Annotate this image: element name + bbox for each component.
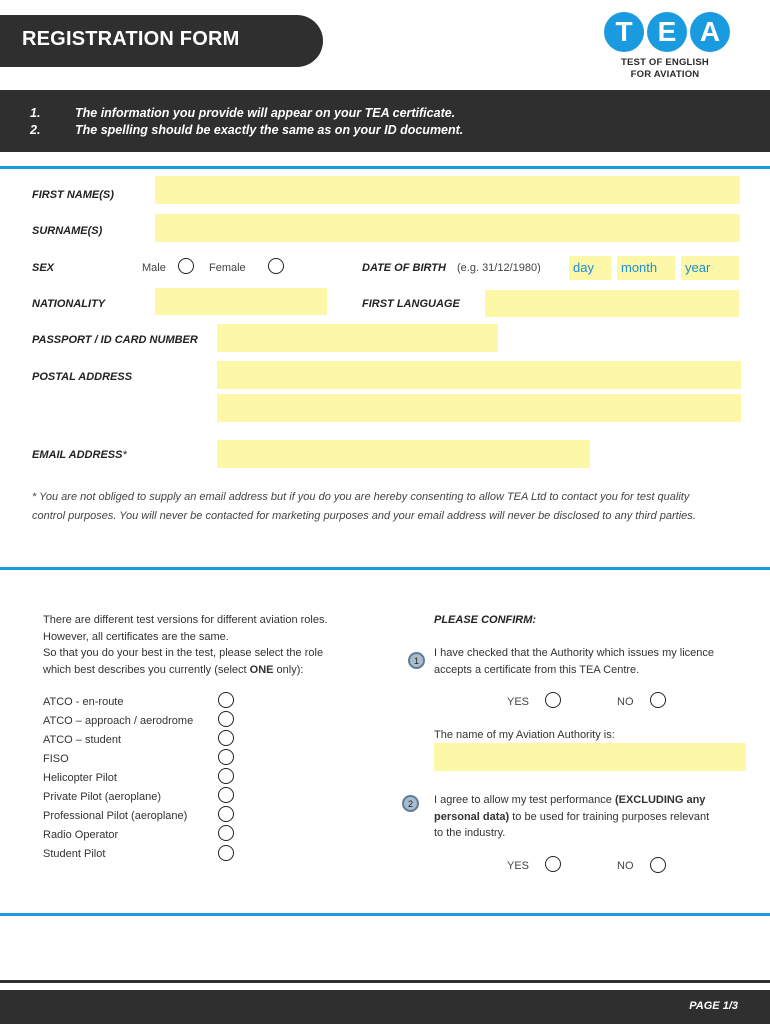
logo-letter-e: E — [647, 12, 687, 52]
role-radio-atco-en-route[interactable] — [218, 692, 234, 708]
role-label-student-pilot: Student Pilot — [43, 848, 106, 860]
footer-bar — [0, 990, 770, 1024]
role-radio-radio-operator[interactable] — [218, 825, 234, 841]
surname-label: SURNAME(S) — [32, 225, 103, 237]
nationality-field[interactable] — [155, 288, 327, 315]
footer-rule — [0, 980, 770, 983]
logo-letter-a: A — [690, 12, 730, 52]
roles-intro-line-4 — [43, 662, 383, 679]
role-radio-student-pilot[interactable] — [218, 845, 234, 861]
please-confirm-title: PLEASE CONFIRM: — [434, 614, 537, 626]
postal-address-label: POSTAL ADDRESS — [32, 371, 133, 383]
confirm-2-text — [434, 792, 754, 842]
roles-intro-line-2: However, all certificates are the same. — [43, 630, 229, 643]
confirm-2-line-1 — [434, 792, 754, 809]
role-label-professional-pilot: Professional Pilot (aeroplane) — [43, 810, 188, 822]
roles-intro-line-4c: only): — [273, 663, 304, 676]
info-num-2: 2. — [30, 123, 41, 137]
divider-middle — [0, 567, 770, 570]
confirm-1-no-radio[interactable] — [650, 692, 666, 708]
role-label-atco-approach: ATCO – approach / aerodrome — [43, 715, 194, 727]
email-note-line-1: * You are not obliged to supply an email address but if you do you are hereby consenting to allow TEA Ltd to contact you for test quality — [32, 491, 690, 503]
roles-intro-line-3: So that you do your best in the test, please select the role — [43, 647, 324, 659]
logo-subtitle-2: FOR AVIATION — [630, 69, 700, 80]
confirm-1-no-label: NO — [617, 696, 634, 708]
male-label: Male — [142, 262, 166, 274]
confirm-1-line-1: I have checked that the Authority which issues my licence — [434, 647, 715, 659]
confirm-2-no-radio[interactable] — [650, 857, 666, 873]
info-text-2: The spelling should be exactly the same as on your ID document. — [75, 123, 464, 137]
confirm-1-yes-label: YES — [507, 696, 530, 708]
confirm-2-part-a: I agree to allow my test performance — [434, 794, 615, 806]
roles-intro-line-1: There are different test versions for different aviation roles. — [43, 614, 328, 626]
confirm-1-line-2: accepts a certificate from this TEA Centre. — [434, 663, 640, 676]
first-name-label: FIRST NAME(S) — [32, 189, 114, 201]
passport-label: PASSPORT / ID CARD NUMBER — [32, 334, 198, 346]
dob-year-field[interactable]: year — [681, 256, 739, 280]
confirm-number-1-icon: 1 — [408, 652, 425, 669]
confirm-2-line-3: to the industry. — [434, 827, 506, 839]
role-label-atco-student: ATCO – student — [43, 734, 122, 746]
confirm-2-yes-label: YES — [507, 860, 530, 872]
divider-bottom — [0, 913, 770, 916]
info-bar — [0, 90, 770, 152]
dob-day-field[interactable]: day — [569, 256, 611, 280]
nationality-label: NATIONALITY — [32, 298, 106, 310]
role-radio-helicopter-pilot[interactable] — [218, 768, 234, 784]
dob-month-field[interactable]: month — [617, 256, 675, 280]
roles-intro-one: ONE — [249, 663, 274, 676]
confirm-2-yes-radio[interactable] — [545, 856, 561, 872]
first-language-field[interactable] — [485, 290, 739, 317]
confirm-2-line-2 — [434, 809, 754, 826]
role-label-private-pilot: Private Pilot (aeroplane) — [43, 791, 162, 803]
authority-field[interactable] — [434, 743, 746, 771]
confirm-2-part-b: (EXCLUDING any — [614, 794, 706, 806]
email-required-star: * — [122, 449, 127, 461]
email-note-line-2: control purposes. You will never be contacted for marketing purposes and your email address will never be disclosed to any third parties. — [32, 510, 696, 522]
email-label — [32, 449, 127, 461]
role-label-fiso: FISO — [43, 753, 69, 765]
role-label-atco-en-route: ATCO - en-route — [43, 696, 124, 708]
logo-letter-t: T — [604, 12, 644, 52]
logo-subtitle-1: TEST OF ENGLISH — [621, 57, 709, 68]
surname-field[interactable] — [155, 214, 740, 242]
passport-field[interactable] — [217, 324, 498, 352]
dob-example: (e.g. 31/12/1980) — [457, 262, 541, 274]
postal-address-field-1[interactable] — [217, 361, 741, 389]
female-label: Female — [209, 262, 246, 274]
roles-intro — [43, 612, 383, 678]
email-label-text: EMAIL ADDRESS — [32, 449, 123, 461]
role-radio-atco-student[interactable] — [218, 730, 234, 746]
confirm-2-part-d: to be used for training purposes relevant — [509, 810, 710, 823]
authority-label: The name of my Aviation Authority is: — [434, 729, 615, 741]
confirm-2-no-label: NO — [617, 860, 634, 872]
sex-label: SEX — [32, 262, 55, 274]
role-radio-atco-approach[interactable] — [218, 711, 234, 727]
role-radio-professional-pilot[interactable] — [218, 806, 234, 822]
role-radio-private-pilot[interactable] — [218, 787, 234, 803]
confirm-number-2-icon: 2 — [402, 795, 419, 812]
email-field[interactable] — [217, 440, 590, 468]
male-radio[interactable] — [178, 258, 194, 274]
first-language-label: FIRST LANGUAGE — [362, 298, 460, 310]
info-num-1: 1. — [30, 106, 41, 120]
confirm-1-yes-radio[interactable] — [545, 692, 561, 708]
role-label-radio-operator: Radio Operator — [43, 829, 119, 841]
page-title: REGISTRATION FORM — [22, 28, 240, 50]
role-label-helicopter-pilot: Helicopter Pilot — [43, 772, 117, 784]
roles-intro-line-4a: which best describes you currently (select — [43, 663, 250, 676]
divider-top — [0, 166, 770, 169]
info-text-1: The information you provide will appear on your TEA certificate. — [75, 106, 456, 120]
role-radio-fiso[interactable] — [218, 749, 234, 765]
female-radio[interactable] — [268, 258, 284, 274]
first-name-field[interactable] — [155, 176, 740, 204]
postal-address-field-2[interactable] — [217, 394, 741, 422]
confirm-1-text — [434, 645, 754, 678]
page-number: PAGE 1/3 — [689, 1000, 738, 1012]
dob-label: DATE OF BIRTH — [362, 262, 446, 274]
confirm-2-part-c: personal data) — [434, 810, 510, 823]
